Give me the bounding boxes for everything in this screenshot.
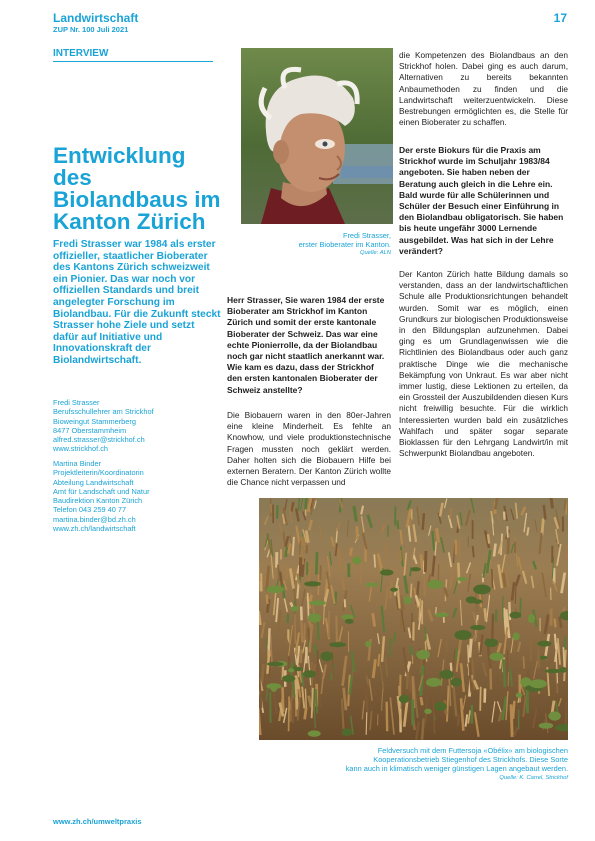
- contact-line: Fredi Strasser: [53, 398, 100, 407]
- plant-stalk: [560, 617, 562, 628]
- plant-leaf: [341, 614, 354, 619]
- plant-leaf: [320, 652, 333, 662]
- plant-stalk: [509, 602, 510, 620]
- section-title: Landwirtschaft: [53, 11, 139, 25]
- plant-stalk: [289, 657, 290, 689]
- plant-leaf: [537, 641, 551, 647]
- plant-stalk: [320, 565, 321, 580]
- plant-stalk: [305, 707, 307, 719]
- plant-leaf: [540, 656, 548, 660]
- plant-stalk: [387, 702, 388, 731]
- plant-leaf: [416, 650, 430, 660]
- plant-leaf: [470, 625, 485, 630]
- plant-stalk: [551, 498, 552, 508]
- interview-answer: Die Biobauern waren in den 80er-Jahren eine kleine Minderheit. Es fehlte an Knowhow, und viele produktionstechnische Fragen mussten noch geklärt werden. Daher holten sich die Biobauern Hilfe bei externen Beratern. Der Kanton Zürich wollte die Chance nicht verpassen und: [227, 410, 391, 488]
- plant-leaf: [308, 613, 321, 622]
- plant-stalk: [544, 505, 546, 520]
- plant-stalk: [425, 551, 426, 572]
- contact-email-link[interactable]: martina.binder@bd.zh.ch: [53, 514, 136, 524]
- caption-line: Feldversuch mit dem Futtersoja «Obélix» am biologischen: [377, 746, 568, 755]
- plant-stalk: [301, 621, 302, 642]
- caption-line: kann auch in klimatisch weniger günstigen Lagen angebaut werden.: [345, 764, 568, 774]
- contact-email-link[interactable]: alfred.strasser@strickhof.ch: [53, 435, 145, 445]
- interview-question: Herr Strasser, Sie waren 1984 der erste Bioberater am Strickhof im Kanton Zürich und somit der erste kantonale Bioberater der Schweiz. Das war eine echte Pionierrolle, da der Biolandbau noch gar nicht staatlich anerkannt war. Wie kam es dazu, dass der Strickhof den ersten kantonalen Bioberater der Schweiz anstellte?: [227, 295, 385, 395]
- contact-line: Bioweingut Stammerberg: [53, 416, 136, 426]
- plant-leaf: [282, 675, 295, 682]
- plant-stalk: [446, 635, 447, 652]
- plant-leaf: [308, 730, 321, 736]
- interview-answer-continued: die Kompetenzen des Biolandbaus an den Strickhof holen. Dabei ging es auch darum, Alternativen zu bereits bekannten Anbaumethoden zu finden und die Landwirtschaft weiterzuentwickeln. Diese Bestrebungen ermöglichten es, die Stelle für einen Bioberater zu schaffen.: [399, 50, 568, 128]
- plant-leaf: [545, 669, 562, 673]
- plant-stalk: [485, 608, 486, 621]
- plant-leaf: [528, 614, 535, 623]
- plant-leaf: [516, 693, 522, 698]
- contact-line: Berufsschullehrer am Strickhof: [53, 407, 154, 417]
- plant-leaf: [291, 606, 299, 611]
- plant-stalk: [289, 697, 290, 731]
- soybean-field-photo: [259, 498, 568, 740]
- rubric-divider: [53, 61, 213, 62]
- caption-line: erster Bioberater im Kanton.: [298, 240, 391, 250]
- plant-leaf: [529, 679, 546, 688]
- contact-block-strasser: [53, 398, 223, 454]
- plant-stalk: [305, 689, 306, 709]
- plant-stalk: [350, 548, 351, 556]
- plant-stalk: [523, 656, 524, 668]
- plant-stalk: [492, 569, 493, 588]
- plant-stalk: [565, 702, 566, 725]
- plant-stalk: [286, 547, 288, 557]
- plant-stalk: [374, 554, 375, 567]
- contact-line: Abteilung Landwirtschaft: [53, 477, 134, 487]
- plant-leaf: [380, 569, 393, 575]
- plant-leaf: [548, 711, 561, 720]
- contact-line: Projektleiterin/Koordinatorin: [53, 468, 144, 478]
- plant-leaf: [345, 619, 354, 624]
- plant-leaf: [352, 556, 361, 564]
- plant-leaf: [267, 662, 283, 667]
- plant-stalk: [422, 718, 424, 739]
- issue-label: ZUP Nr. 100 Juli 2021: [53, 25, 129, 34]
- plant-leaf: [399, 695, 410, 703]
- plant-stalk: [345, 599, 346, 607]
- plant-stalk: [503, 573, 505, 588]
- caption-source: Quelle: ALN: [359, 250, 391, 257]
- plant-stalk: [480, 687, 481, 711]
- plant-stalk: [286, 564, 287, 579]
- plant-stalk: [305, 498, 306, 509]
- article-headline: Entwicklung des Biolandbaus im Kanton Zürich: [53, 143, 221, 234]
- plant-leaf: [288, 668, 294, 672]
- plant-stalk: [473, 546, 474, 558]
- caption-line: Kooperationsbetrieb Stiegenhof des Strickhofs. Diese Sorte: [373, 755, 568, 765]
- field-photo-caption: [259, 746, 568, 783]
- contact-block-binder: [53, 459, 223, 533]
- plant-stalk: [378, 654, 379, 667]
- plant-leaf: [560, 667, 567, 673]
- plant-leaf: [341, 728, 352, 736]
- plant-leaf: [410, 567, 420, 571]
- plant-stalk: [542, 519, 543, 536]
- plant-stalk: [303, 539, 305, 550]
- plant-stalk: [567, 545, 568, 559]
- plant-leaf: [266, 683, 281, 689]
- plant-stalk: [421, 697, 422, 705]
- plant-stalk: [507, 650, 508, 677]
- contact-line: Baudirektion Kanton Zürich: [53, 496, 143, 506]
- plant-stalk: [308, 593, 309, 619]
- plant-stalk: [267, 595, 268, 604]
- plant-leaf: [510, 612, 522, 619]
- plant-stalk: [458, 715, 459, 726]
- plant-leaf: [424, 709, 431, 714]
- plant-leaf: [329, 642, 346, 647]
- plant-leaf: [365, 641, 371, 648]
- plant-stalk: [390, 638, 391, 657]
- plant-stalk: [293, 537, 294, 556]
- plant-stalk: [555, 619, 556, 628]
- plant-stalk: [316, 552, 317, 574]
- plant-stalk: [437, 528, 439, 542]
- plant-leaf: [513, 632, 520, 640]
- plant-stalk: [508, 538, 509, 555]
- plant-stalk: [312, 688, 313, 718]
- contact-line: Amt für Landschaft und Natur: [53, 486, 150, 496]
- plant-leaf: [439, 670, 453, 679]
- article-lead: Fredi Strasser war 1984 als erster offizieller, staatlicher Bioberater des Kantons Zürich schweizweit ein Pionier. Das war noch vor offiziellen Standards und breit angelegter Forschung im Biolandbau. Für die Zukunft steckt Strasser hohe Ziele und setzt dafür auf Initiative und Innovationskraft der Biolandwirtschaft.: [53, 239, 221, 366]
- page-number: 17: [553, 11, 567, 25]
- footer-url-link[interactable]: www.zh.ch/umweltpraxis: [53, 817, 142, 826]
- plant-leaf: [451, 678, 462, 687]
- plant-stalk: [262, 664, 264, 684]
- plant-stalk: [301, 536, 302, 546]
- plant-leaf: [390, 588, 398, 592]
- plant-leaf: [427, 580, 443, 589]
- plant-leaf: [404, 596, 412, 604]
- contact-web-link[interactable]: www.zh.ch/landwirtschaft: [53, 524, 136, 534]
- plant-stalk: [270, 504, 271, 513]
- plant-stalk: [336, 615, 337, 645]
- caption-line: Fredi Strasser,: [342, 231, 391, 240]
- plant-leaf: [365, 583, 378, 587]
- interview-question: Der erste Biokurs für die Praxis am Strickhof wurde im Schuljahr 1983/84 angeboten. Sie haben neben der Beratung auch gleich in die Lehre ein. Bald wurde für alle Schülerinnen und Schüler der Besuch einer Einführung in den Biolandbau obligatorisch. Sie haben bis heute ungefähr 3000 Lernende ausgebildet. Was hat sich in der Lehre verändert?: [399, 145, 564, 256]
- plant-stalk: [301, 649, 302, 663]
- plant-stalk: [497, 677, 498, 689]
- plant-stalk: [504, 512, 505, 520]
- plant-leaf: [434, 613, 449, 618]
- plant-stalk: [421, 554, 423, 569]
- portrait-caption: [241, 231, 391, 259]
- rubric-label: INTERVIEW: [53, 48, 109, 59]
- plant-leaf: [473, 585, 491, 595]
- plant-stalk: [504, 659, 505, 687]
- contact-line: 8477 Oberstammheim: [53, 425, 127, 435]
- plant-leaf: [484, 639, 498, 648]
- portrait-photo: [241, 48, 393, 224]
- plant-stalk: [494, 544, 496, 557]
- plant-leaf: [472, 599, 482, 604]
- plant-leaf: [426, 678, 441, 687]
- plant-stalk: [269, 666, 270, 679]
- plant-stalk: [411, 584, 412, 598]
- plant-stalk: [397, 520, 398, 529]
- contact-line: Telefon 043 259 40 77: [53, 505, 127, 515]
- plant-stalk: [425, 627, 426, 640]
- plant-leaf: [434, 702, 447, 711]
- plant-leaf: [489, 653, 503, 661]
- plant-leaf: [539, 723, 554, 729]
- plant-leaf: [303, 670, 316, 678]
- plant-stalk: [400, 550, 401, 561]
- plant-stalk: [423, 513, 424, 530]
- plant-leaf: [457, 577, 467, 581]
- plant-leaf: [266, 586, 284, 593]
- plant-stalk: [470, 639, 471, 658]
- plant-leaf: [454, 630, 471, 640]
- plant-stalk: [293, 569, 294, 578]
- contact-web-link[interactable]: www.strickhof.ch: [53, 444, 109, 454]
- interview-answer: Der Kanton Zürich hatte Bildung damals so verstanden, dass an der landwirtschaftlichen Schule alle Produktionsrichtungen behandelt wurden. Somit war es möglich, einen Grundkurs zur biologischen Produktionsweise in den Bildungsplan aufzunehmen. Dabei ging es um Grundlagenwissen wie die Richtlinien des Biolandbaus oder auch ganz praktische Dinge wie die mechanische Bekämpfung von Unkraut. Es war aber nicht immer lustig, diese Lektionen zu erteilen, da ein Grossteil der Auszubildenden diesen Kurs nicht freiwillig besuchte. Für die wirklich Interessierten wurden bald ein zusätzliches Wahlfach und später sogar separate Bioklassen für den Lehrgang Landwirt/in mit Schwerpunkt Biolandbau angeboten.: [399, 269, 568, 459]
- plant-stalk: [527, 527, 528, 535]
- plant-stalk: [492, 614, 493, 643]
- contact-line: Martina Binder: [53, 459, 102, 468]
- plant-stalk: [373, 613, 375, 626]
- plant-stalk: [288, 614, 289, 623]
- plant-leaf: [309, 601, 326, 606]
- plant-stalk: [450, 508, 451, 519]
- plant-leaf: [304, 581, 321, 586]
- plant-stalk: [513, 701, 514, 719]
- plant-stalk: [407, 672, 408, 689]
- plant-stalk: [488, 534, 489, 543]
- plant-stalk: [511, 704, 512, 737]
- caption-source: Quelle: K. Carrel, Strickhof: [499, 774, 568, 781]
